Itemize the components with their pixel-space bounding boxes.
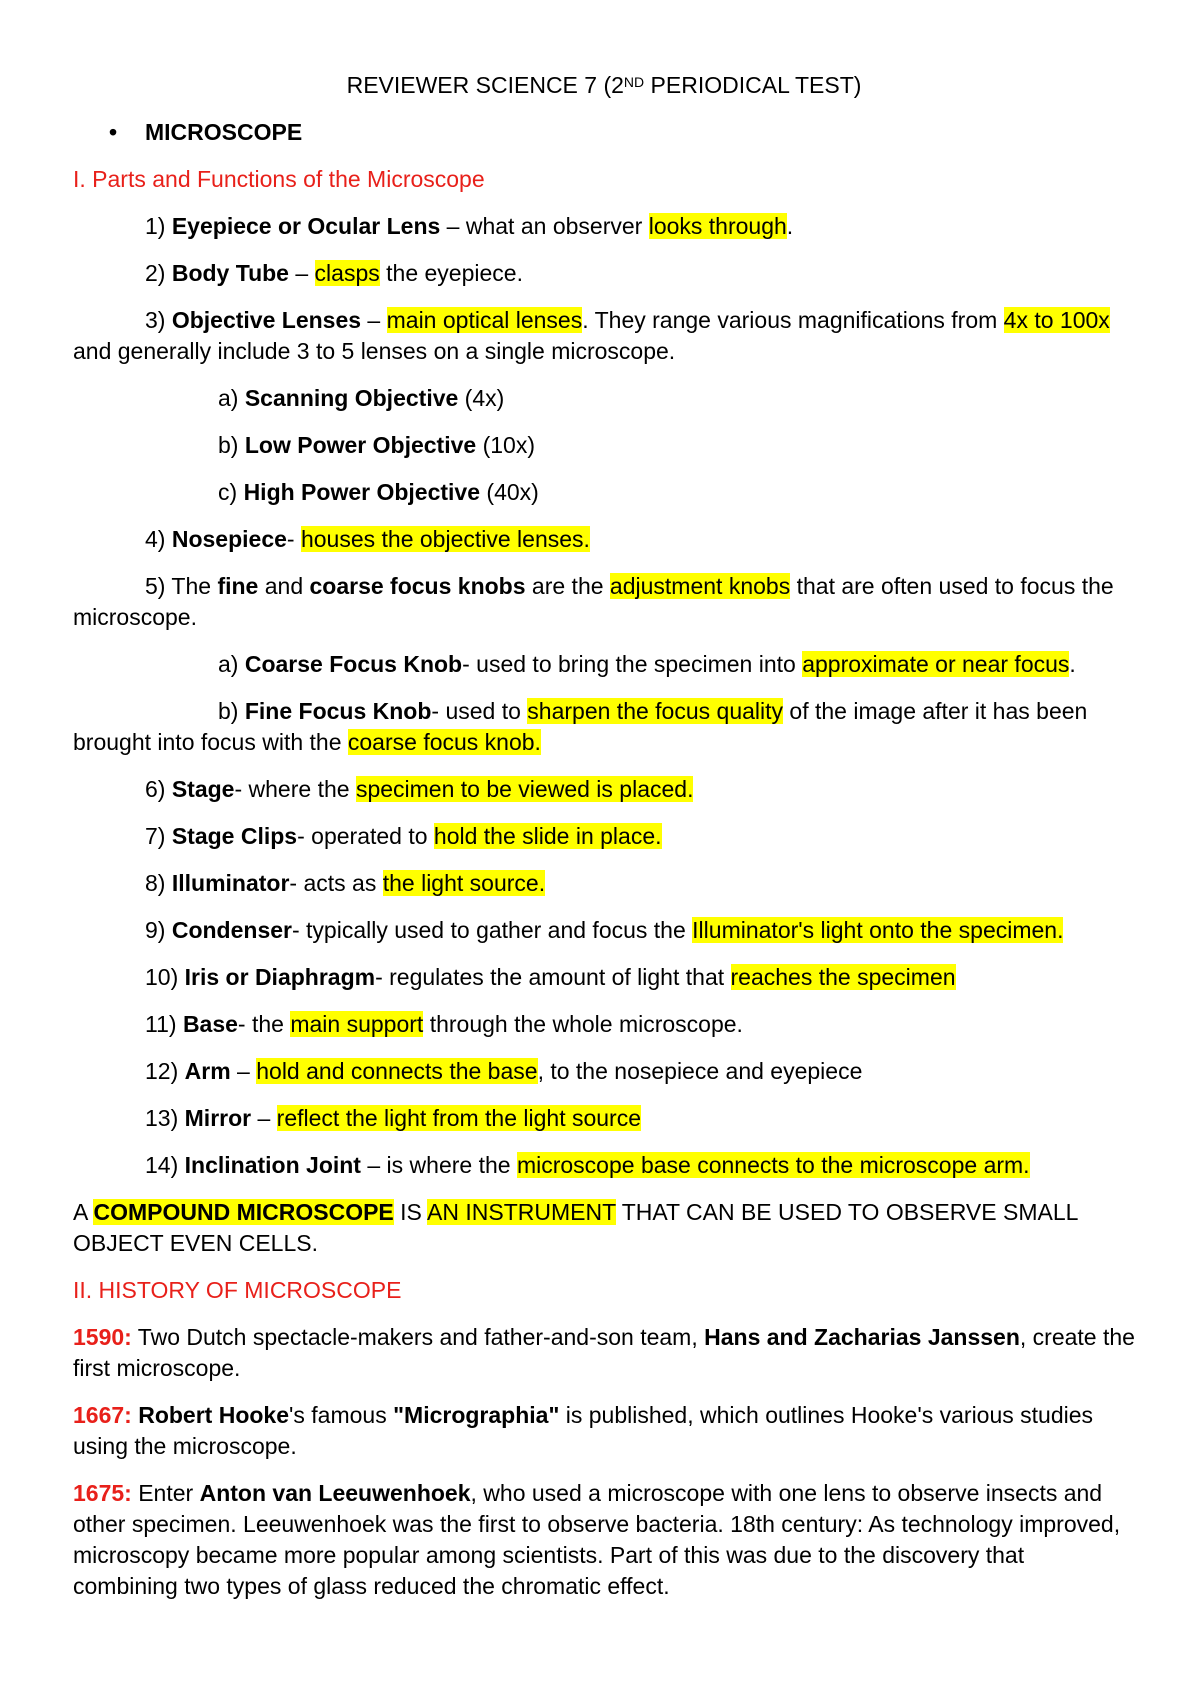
sub-item: b) Low Power Objective (10x) — [218, 432, 535, 458]
history-entry-1590: 1590: Two Dutch spectacle-makers and father-and-son team, Hans and Zacharias Janssen, create the first microscope. — [73, 1324, 1135, 1381]
sub-item: a) Coarse Focus Knob- used to bring the specimen into approximate or near focus. — [218, 651, 1076, 677]
part-item: 13) Mirror – reflect the light from the light source — [145, 1105, 642, 1131]
highlight: Illuminator's light onto the specimen. — [692, 917, 1064, 943]
highlight: approximate or near focus — [802, 651, 1070, 677]
part-item: 5) The fine and coarse focus knobs are the adjustment knobs that are often used to focus the microscope. — [73, 573, 1114, 630]
part-item: 3) Objective Lenses – main optical lenses. They range various magnifications from 4x to 100x and generally include 3 to 5 lenses on a single microscope. — [73, 307, 1110, 364]
part-item: 1) Eyepiece or Ocular Lens – what an observer looks through. — [145, 213, 794, 239]
highlight: hold the slide in place. — [433, 823, 662, 849]
part-item: 9) Condenser- typically used to gather and focus the Illuminator's light onto the specimen. — [145, 917, 1064, 943]
highlight: COMPOUND MICROSCOPE — [93, 1199, 394, 1225]
history-section-title: II. HISTORY OF MICROSCOPE — [73, 1277, 402, 1303]
highlight: sharpen the focus quality — [527, 698, 784, 724]
history-year: 1667: — [73, 1402, 132, 1428]
part-item: 4) Nosepiece- houses the objective lenses. — [145, 526, 590, 552]
part-item: 12) Arm – hold and connects the base, to the nosepiece and eyepiece — [145, 1058, 863, 1084]
sub-item: c) High Power Objective (40x) — [218, 479, 539, 505]
highlight: the light source. — [382, 870, 546, 896]
highlight: looks through — [648, 213, 787, 239]
highlight: AN INSTRUMENT — [427, 1199, 616, 1225]
history-entry-1667: 1667: Robert Hooke's famous "Micrographia" is published, which outlines Hooke's various studies using the microscope. — [73, 1402, 1094, 1459]
highlight: reflect the light from the light source — [276, 1105, 642, 1131]
title-superscript: ND — [623, 74, 645, 90]
highlight: coarse focus knob. — [347, 729, 541, 755]
highlight: main optical lenses — [386, 307, 583, 333]
part-item: 8) Illuminator- acts as the light source. — [145, 870, 546, 896]
topic-bullet: • MICROSCOPE — [73, 117, 1135, 148]
highlight: reaches the specimen — [730, 964, 956, 990]
sub-item: a) Scanning Objective (4x) — [218, 385, 505, 411]
part-item: 2) Body Tube – clasps the eyepiece. — [145, 260, 523, 286]
highlight: microscope base connects to the microscope arm. — [516, 1152, 1030, 1178]
part-item: 14) Inclination Joint – is where the microscope base connects to the microscope arm. — [145, 1152, 1030, 1178]
history-entry-1675: 1675: Enter Anton van Leeuwenhoek, who used a microscope with one lens to observe insects and other specimen. Leeuwenhoek was the first to observe bacteria. 18th century: As technology improved, microscopy became more popular among scientists. Part of this was due to the discovery that combining two types of glass reduced the chromatic effect. — [73, 1480, 1121, 1599]
history-year: 1590: — [73, 1324, 132, 1350]
highlight: main support — [290, 1011, 424, 1037]
highlight: clasps — [314, 260, 380, 286]
history-year: 1675: — [73, 1480, 132, 1506]
highlight: specimen to be viewed is placed. — [355, 776, 694, 802]
document-page — [73, 70, 1135, 1602]
highlight: hold and connects the base — [256, 1058, 538, 1084]
highlight: adjustment knobs — [609, 573, 791, 599]
parts-section-title: I. Parts and Functions of the Microscope — [73, 166, 485, 192]
part-item: 6) Stage- where the specimen to be viewed is placed. — [145, 776, 694, 802]
part-item: 11) Base- the main support through the whole microscope. — [145, 1011, 743, 1037]
page-title: REVIEWER SCIENCE 7 (2ND PERIODICAL TEST) — [346, 72, 862, 98]
compound-microscope-statement: A COMPOUND MICROSCOPE IS AN INSTRUMENT THAT CAN BE USED TO OBSERVE SMALL OBJECT EVEN CELLS. — [73, 1199, 1078, 1256]
part-item: 10) Iris or Diaphragm- regulates the amount of light that reaches the specimen — [145, 964, 956, 990]
highlight: houses the objective lenses. — [300, 526, 590, 552]
sub-item: b) Fine Focus Knob- used to sharpen the focus quality of the image after it has been brought into focus with the coarse focus knob. — [73, 698, 1088, 755]
part-item: 7) Stage Clips- operated to hold the slide in place. — [145, 823, 662, 849]
highlight: 4x to 100x — [1003, 307, 1110, 333]
